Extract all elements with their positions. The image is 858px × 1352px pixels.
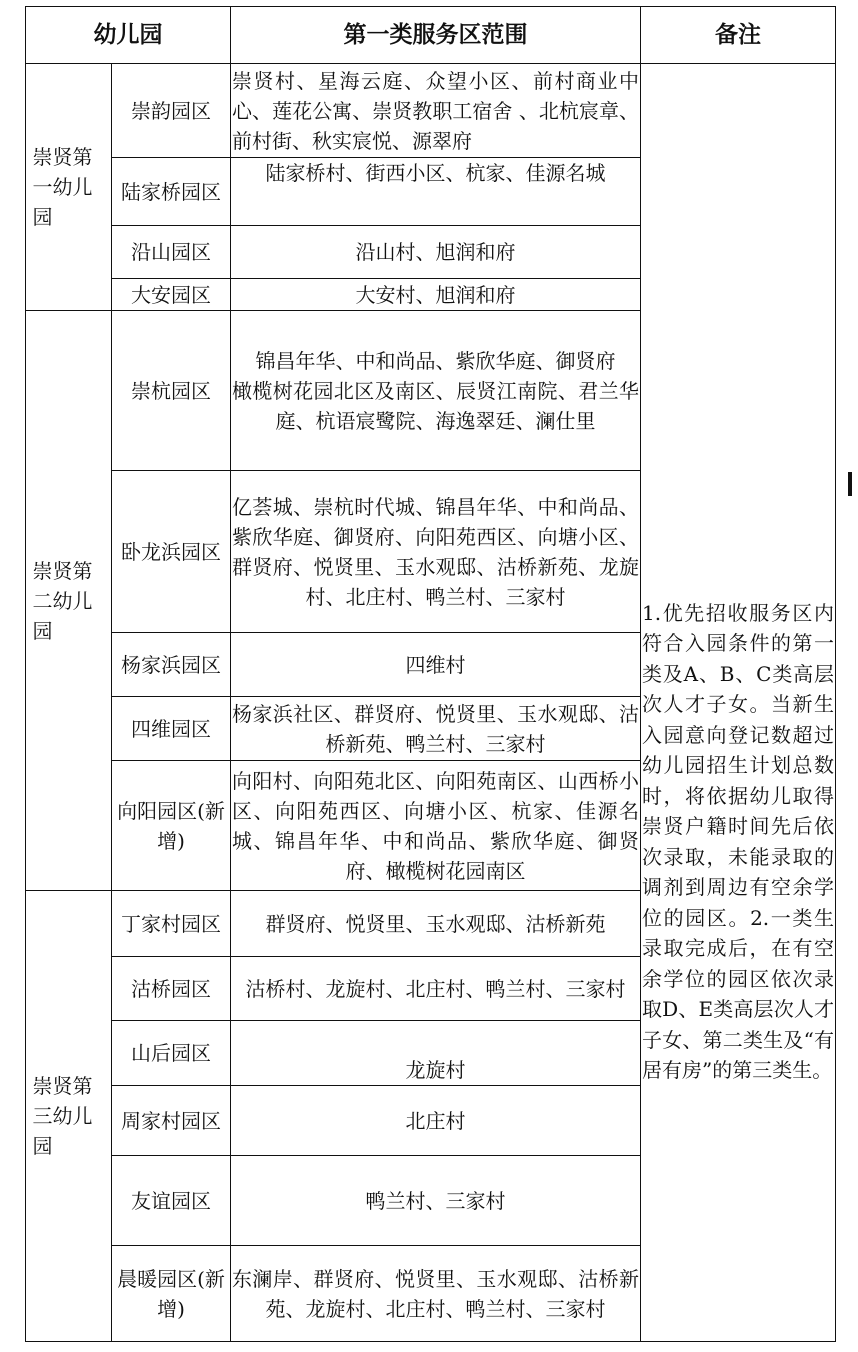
- kindergarten-name: 崇贤第三幼儿园: [32, 1074, 93, 1158]
- area-scope: 四维村: [231, 633, 641, 697]
- page-edge-marker: [848, 472, 852, 496]
- area-name: 沿山园区: [112, 226, 231, 279]
- notes-text: 1.优先招收服务区内符合入园条件的第一类及A、B、C类高层次人才子女。当新生入园意向登记数超过幼儿园招生计划总数时，将依据幼儿取得崇贤户籍时间先后依次录取，未能录取的调剂到周边有空余学位的园区。2.一类生录取完成后，在有空余学位的园区依次录取D、E类高层次人才子女、第二类生及“有居有房”的第三类生。: [642, 600, 834, 1082]
- notes-cell: [641, 64, 836, 1342]
- enrollment-zone-table: [25, 6, 836, 1342]
- area-name: 四维园区: [112, 697, 231, 761]
- kindergarten-cell: [26, 311, 112, 891]
- area-scope: 沽桥村、龙旋村、北庄村、鸭兰村、三家村: [231, 957, 641, 1021]
- area-name: 大安园区: [112, 279, 231, 311]
- area-scope-line: 锦昌年华、中和尚品、紫欣华庭、御贤府: [255, 348, 616, 373]
- area-scope: 东澜岸、群贤府、悦贤里、玉水观邸、沽桥新苑、龙旋村、北庄村、鸭兰村、三家村: [231, 1246, 641, 1342]
- area-scope: 大安村、旭润和府: [231, 279, 641, 311]
- area-name: 杨家浜园区: [112, 633, 231, 697]
- area-name: 崇韵园区: [112, 64, 231, 158]
- area-name: 山后园区: [112, 1021, 231, 1086]
- area-name: 崇杭园区: [112, 311, 231, 471]
- area-scope: 沿山村、旭润和府: [231, 226, 641, 279]
- area-scope-line: 橄榄树花园北区及南区、辰贤江南院、君兰华庭、杭语宸鹭院、海逸翠廷、澜仕里: [232, 378, 639, 433]
- table-row: [26, 64, 836, 158]
- area-name: 周家村园区: [112, 1086, 231, 1156]
- area-scope: 向阳村、向阳苑北区、向阳苑南区、山西桥小区、向阳苑西区、向塘小区、杭家、佳源名城、锦昌年华、中和尚品、紫欣华庭、御贤府、橄榄树花园南区: [231, 761, 641, 891]
- area-name: 晨暖园区(新增): [112, 1246, 231, 1342]
- area-scope: 群贤府、悦贤里、玉水观邸、沽桥新苑: [231, 891, 641, 957]
- area-scope: 崇贤村、星海云庭、众望小区、前村商业中心、莲花公寓、崇贤教职工宿舍 、北杭宸章、前村街、秋实宸悦、源翠府: [231, 64, 641, 158]
- area-name: 丁家村园区: [112, 891, 231, 957]
- area-scope: 鸭兰村、三家村: [231, 1156, 641, 1246]
- area-scope: 陆家桥村、街西小区、杭家、佳源名城: [231, 158, 641, 226]
- header-row: [26, 7, 836, 64]
- area-scope: 龙旋村: [231, 1021, 641, 1086]
- area-name: 沽桥园区: [112, 957, 231, 1021]
- area-name: 向阳园区(新增): [112, 761, 231, 891]
- kindergarten-cell: [26, 891, 112, 1342]
- area-name: 陆家桥园区: [112, 158, 231, 226]
- header-kindergarten: 幼儿园: [26, 7, 231, 64]
- kindergarten-name: 崇贤第二幼儿园: [32, 558, 93, 643]
- kindergarten-cell: [26, 64, 112, 311]
- area-name: 友谊园区: [112, 1156, 231, 1246]
- area-scope: 杨家浜社区、群贤府、悦贤里、玉水观邸、沽桥新苑、鸭兰村、三家村: [231, 697, 641, 761]
- kindergarten-name: 崇贤第一幼儿园: [32, 145, 93, 229]
- header-notes: 备注: [641, 7, 836, 64]
- header-scope: 第一类服务区范围: [231, 7, 641, 64]
- area-scope: 亿荟城、崇杭时代城、锦昌年华、中和尚品、紫欣华庭、御贤府、向阳苑西区、向塘小区、群贤府、悦贤里、玉水观邸、沽桥新苑、龙旋村、北庄村、鸭兰村、三家村: [231, 471, 641, 633]
- area-scope: [231, 311, 641, 471]
- area-scope: 北庄村: [231, 1086, 641, 1156]
- area-name: 卧龙浜园区: [112, 471, 231, 633]
